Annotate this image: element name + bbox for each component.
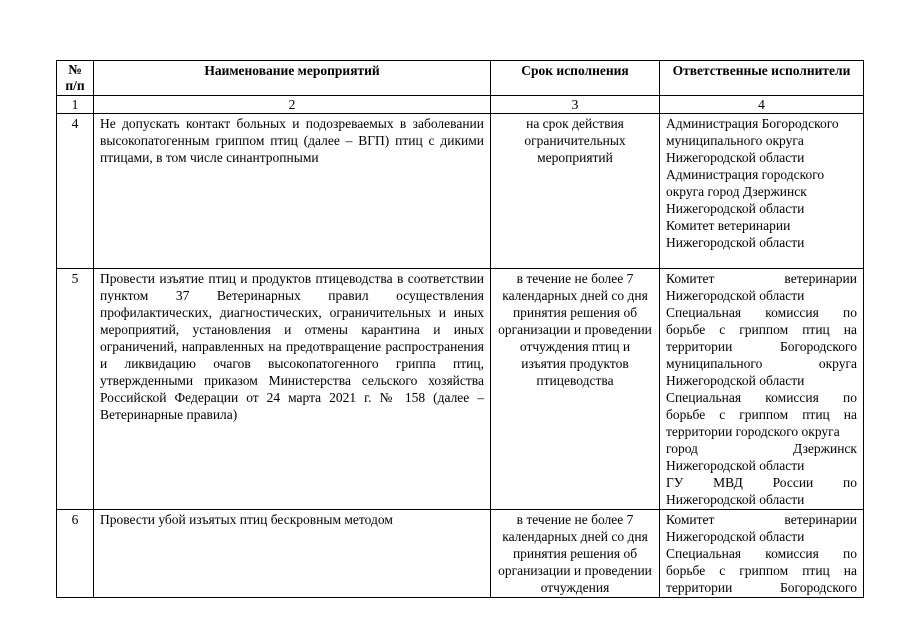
header-row (57, 61, 864, 96)
responsible-list (660, 269, 864, 510)
table-row (57, 269, 864, 510)
responsible-line: Нижегородской области (666, 373, 805, 388)
responsible-line: Комитет ветеринарии (666, 512, 857, 527)
row-number: 4 (57, 114, 94, 269)
responsible-line: Нижегородской области (666, 458, 805, 473)
responsible-line: Специальная комиссия по (666, 546, 857, 561)
column-number-3: 3 (491, 96, 660, 114)
table-row (57, 114, 864, 269)
responsible-line: борьбе с гриппом птиц на (666, 563, 857, 578)
responsible-line: Специальная комиссия по (666, 390, 857, 405)
responsible-line: округа город Дзержинск (666, 184, 807, 199)
responsible-line: Нижегородской области (666, 150, 805, 165)
measure-name: Не допускать контакт больных и подозреваемых в заболевании высокопатогенным гриппом птиц (далее – ВГП) птиц с дикими птицами, в том числе синантропными (94, 114, 491, 269)
responsible-line: Администрация Богородского (666, 116, 839, 131)
column-number-4: 4 (660, 96, 864, 114)
responsible-line: муниципального округа (666, 356, 857, 371)
column-number-row (57, 96, 864, 114)
table-row (57, 510, 864, 598)
responsible-line: Нижегородской области (666, 529, 805, 544)
header-number-line2: п/п (65, 78, 85, 93)
row-number: 5 (57, 269, 94, 510)
column-number-1: 1 (57, 96, 94, 114)
responsible-line: Нижегородской области (666, 235, 805, 250)
responsible-line: Нижегородской области (666, 201, 805, 216)
header-number (57, 61, 94, 96)
header-responsible: Ответственные исполнители (660, 61, 864, 96)
responsible-line: Комитет ветеринарии (666, 218, 791, 233)
responsible-line: Комитет ветеринарии (666, 271, 857, 286)
responsible-line: Специальная комиссия по (666, 305, 857, 320)
measure-name: Провести изъятие птиц и продуктов птицеводства в соответствии пунктом 37 Ветеринарных правил осуществления профилактических, диагностических, ограничительных и иных мероприятий, установления и отмены карантина и иных ограничений, направленных на предотвращение распространения и ликвидацию очагов высокопатогенного гриппа птиц, утвержденными приказом Министерства сельского хозяйства Российской Федерации от 24 марта 2021 г. № 158 (далее – Ветеринарные правила) (94, 269, 491, 510)
responsible-list (660, 510, 864, 598)
responsible-line: территории городского округа (666, 424, 840, 439)
measure-term: в течение не более 7 календарных дней со дня принятия решения об организации и проведении отчуждения птиц и изъятия продуктов птицеводства (491, 269, 660, 510)
measure-name: Провести убой изъятых птиц бескровным методом (94, 510, 491, 598)
responsible-line: территории Богородского (666, 580, 857, 595)
responsible-line: территории Богородского (666, 339, 857, 354)
column-number-2: 2 (94, 96, 491, 114)
header-term: Срок исполнения (491, 61, 660, 96)
header-number-line1: № (68, 62, 82, 77)
measure-term: на срок действия ограничительных мероприятий (491, 114, 660, 269)
responsible-line: Нижегородской области (666, 492, 805, 507)
responsible-line: Администрация городского (666, 167, 825, 182)
measures-table (56, 60, 864, 598)
measure-term: в течение не более 7 календарных дней со дня принятия решения об организации и проведении отчуждения (491, 510, 660, 598)
responsible-line: Нижегородской области (666, 288, 805, 303)
responsible-list (660, 114, 864, 269)
row-number: 6 (57, 510, 94, 598)
responsible-line: муниципального округа (666, 133, 804, 148)
responsible-line: борьбе с гриппом птиц на (666, 322, 857, 337)
responsible-line: ГУ МВД России по (666, 475, 857, 490)
responsible-line: город Дзержинск (666, 441, 857, 456)
header-name: Наименование мероприятий (94, 61, 491, 96)
responsible-line: борьбе с гриппом птиц на (666, 407, 857, 422)
